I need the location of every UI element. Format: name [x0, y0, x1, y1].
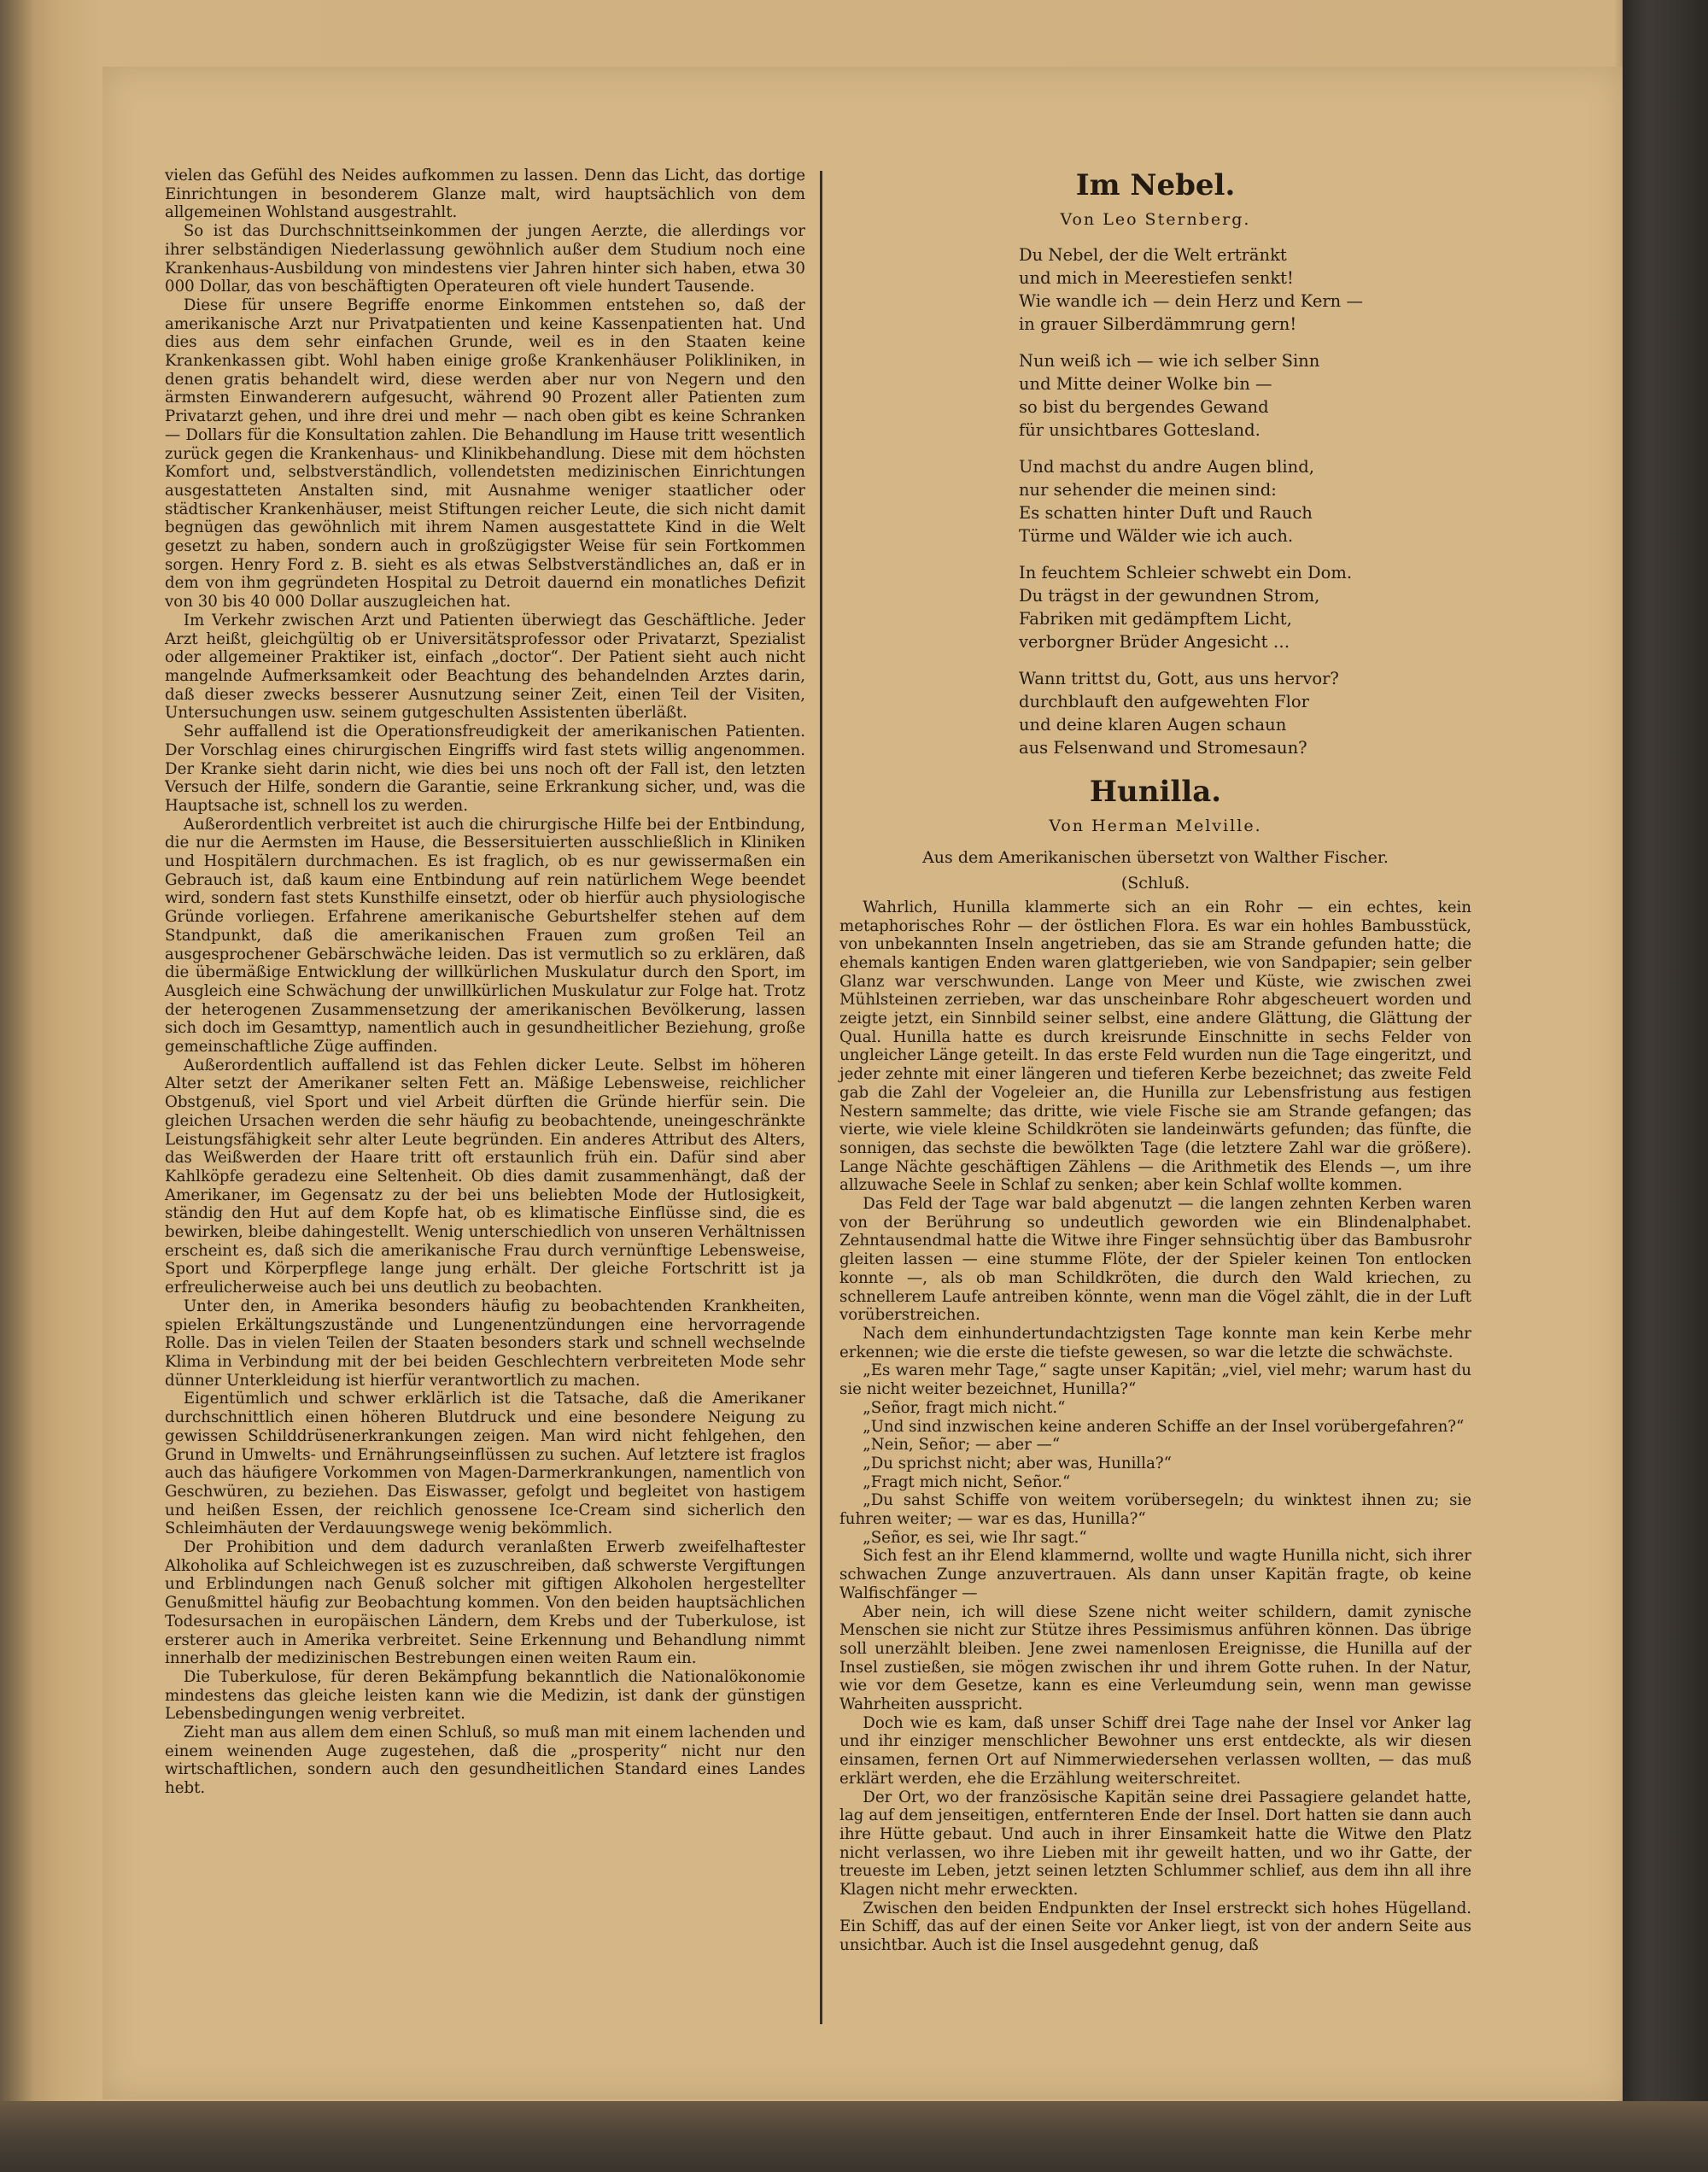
story-body: [839, 899, 1471, 1955]
poem-line: verborgner Brüder Angesicht …: [1019, 631, 1290, 652]
page-bottom-shadow: [0, 2101, 1708, 2172]
paragraph: „Fragt mich nicht, Señor.“: [863, 1472, 1071, 1491]
paragraph: Doch wie es kam, daß unser Schiff drei Tage nahe der Insel vor Anker lag und ihr einziger menschlicher Bewohner uns erst entdeckte, als wir diesen einsamen, fernen Ort auf Nimmerwiedersehen verlassen wollten, — das muß erklärt werden, ehe die Erzählung weiterschreitet.: [839, 1713, 1471, 1788]
poem-stanza: [1019, 349, 1471, 442]
story-title: Hunilla.: [1089, 774, 1222, 809]
paragraph: Unter den, in Amerika besonders häufig zu beobachtenden Krankheiten, spielen Erkältungszustände und Lungenentzündungen eine hervorragende Rolle. Das in vielen Teilen der Staaten besonders stark und schnell wechselnde Klima in Verbindung mit der bei beiden Geschlechtern verbreiteten Mode sehr dünner Unterkleidung ist hierfür verantwortlich zu machen.: [165, 1297, 805, 1390]
left-column-article: [165, 167, 805, 1798]
poem-line: aus Felsenwand und Stromesaun?: [1019, 737, 1307, 758]
poem-line: Wann trittst du, Gott, aus uns hervor?: [1019, 668, 1339, 688]
paragraph: Nach dem einhundertundachtzigsten Tage konnte man kein Kerbe mehr erkennen; wie die erste die tiefste gewesen, so war die letzte die schwächste.: [839, 1324, 1471, 1361]
poem-line: Türme und Wälder wie ich auch.: [1019, 525, 1294, 546]
poem-line: nur sehender die meinen sind:: [1019, 479, 1277, 500]
poem-stanza: [1019, 561, 1471, 653]
poem-line: Du trägst in der gewundnen Strom,: [1019, 585, 1320, 606]
paragraph: „Und sind inzwischen keine anderen Schiffe an der Insel vorübergefahren?“: [863, 1417, 1465, 1436]
paragraph: Eigentümlich und schwer erklärlich ist die Tatsache, daß die Amerikaner durchschnittlich einen höheren Blutdruck und eine besondere Neigung zu gewissen Schilddrüsenerkrankungen zeigen. Man wird nicht fehlgehen, den Grund in Umwelts- und Ernährungseinflüssen zu suchen. Auf letztere ist fraglos auch das häufigere Vorkommen von Magen-Darmerkrankungen, namentlich von Geschwüren, zu beziehen. Das Eiswasser, gefolgt und begleitet von hastigem und heißen Essen, der reichlich genossene Ice-Cream sind sicherlich den Schleimhäuten der Verdauungswege wenig bekömmlich.: [165, 1390, 805, 1538]
paragraph: „Señor, fragt mich nicht.“: [863, 1398, 1066, 1417]
poem-line: und Mitte deiner Wolke bin —: [1019, 373, 1272, 394]
poem-stanza: [1019, 243, 1471, 336]
poem-stanza: [1019, 667, 1471, 759]
paragraph: „Es waren mehr Tage,“ sagte unser Kapitän; „viel, viel mehr; warum hast du sie nicht weiter bezeichnet, Hunilla?“: [839, 1361, 1471, 1399]
poem-line: In feuchtem Schleier schwebt ein Dom.: [1019, 562, 1353, 583]
paragraph: Außerordentlich auffallend ist das Fehlen dicker Leute. Selbst im höheren Alter setzt der Amerikaner selten Fett an. Mäßige Lebensweise, reichlicher Obstgenuß, viel Sport und viel Arbeit dürften die Gründe hierfür sein. Die gleichen Ursachen werden die sehr häufig zu beobachtende, uneingeschränkte Leistungsfähigkeit sehr alter Leute begründen. Ein anderes Attribut des Alters, das Weißwerden der Haare tritt oft erstaunlich früh ein. Dafür sind aber Kahlköpfe geradezu eine Seltenheit. Ob dies damit zusammenhängt, daß der Amerikaner, im Gegensatz zu der bei uns beliebten Mode der Hutlosigkeit, ständig den Hut auf dem Kopfe hat, ob es klimatische Einflüsse sind, die es bewirken, bleibe dahingestellt. Wenig unterschiedlich von unseren Verhältnissen erscheint es, daß sich die amerikanische Frau durch vernünftige Lebensweise, Sport und Körperpflege lange jung erhält. Der gleiche Fortschritt ist ja erfreulicherweise auch bei uns deutlich zu beobachten.: [165, 1056, 805, 1297]
poem-line: und deine klaren Augen schaun: [1019, 714, 1287, 735]
poem: [1019, 243, 1471, 759]
paragraph: So ist das Durchschnittseinkommen der jungen Aerzte, die allerdings vor ihrer selbständigen Niederlassung gewöhnlich außer dem Studium noch eine Krankenhaus-Ausbildung von mindestens vier Jahren hinter sich haben, etwa 30 000 Dollar, das von beschäftigten Operateuren oft viele hundert Tausende.: [165, 222, 805, 296]
paragraph: Die Tuberkulose, für deren Bekämpfung bekanntlich die Nationalökonomie mindestens das gleiche leisten kann wie die Medizin, ist dank der günstigen Lebensbedingungen wenig verbreitet.: [165, 1667, 805, 1724]
paragraph: Zieht man aus allem dem einen Schluß, so muß man mit einem lachenden und einem weinenden Auge zugestehen, daß die „prosperity“ nicht nur den wirtschaftlichen, sondern auch den gesundheitlichen Standard eines Landes hebt.: [165, 1724, 805, 1798]
right-column: [839, 167, 1471, 1955]
paragraph: „Du sahst Schiffe von weitem vorübersegeln; du winktest ihnen zu; sie fuhren weiter; — war es das, Hunilla?“: [839, 1491, 1471, 1529]
poem-title: Im Nebel.: [1075, 168, 1236, 202]
paragraph: Der Prohibition und dem dadurch veranlaßten Erwerb zweifelhaftester Alkoholika auf Schleichwegen ist es zuzuschreiben, daß schwerste Vergiftungen und Erblindungen nach Genuß solcher mit giftigen Alkoholen hergestellter Genußmittel häufig zur Beobachtung kommen. Von den beiden hauptsächlichen Todesursachen in europäischen Ländern, dem Krebs und der Tuberkulose, ist ersterer auch in Amerika verbreitet. Seine Erkennung und Behandlung nimmt innerhalb der medizinischen Bestrebungen einen weiten Raum ein.: [165, 1538, 805, 1668]
poem-line: so bist du bergendes Gewand: [1019, 396, 1269, 417]
poem-line: für unsichtbares Gottesland.: [1019, 419, 1261, 440]
paragraph: Zwischen den beiden Endpunkten der Insel erstreckt sich hohes Hügelland. Ein Schiff, das auf der einen Seite vor Anker liegt, ist von der andern Seite aus unsichtbar. Auch ist die Insel ausgedehnt genug, daß: [839, 1899, 1471, 1955]
poem-line: Wie wandle ich — dein Herz und Kern —: [1019, 290, 1363, 311]
poem-line: durchblauft den aufgewehten Flor: [1019, 691, 1309, 711]
poem-line: Und machst du andre Augen blind,: [1019, 456, 1314, 477]
poem-line: Fabriken mit gedämpftem Licht,: [1019, 608, 1292, 629]
poem-line: Es schatten hinter Duft und Rauch: [1019, 502, 1313, 523]
story-translator: Aus dem Amerikanischen übersetzt von Walther Fischer.: [922, 848, 1389, 868]
paragraph: Der Ort, wo der französische Kapitän seine drei Passagiere gelandet hatte, lag auf dem jenseitigen, entfernteren Ende der Insel. Dort hatten sie dann auch ihre Hütte gebaut. Und auch in ihrer Einsamkeit hatte die Witwe den Platz nicht verlassen, wo ihre Lieben mit ihr geweilt hatten, und wo ihr Gatte, der treueste im Leben, jetzt seinen letzten Schlummer schlief, aus dem ihn all ihre Klagen nicht mehr erweckten.: [839, 1788, 1471, 1900]
paragraph: Aber nein, ich will diese Szene nicht weiter schildern, damit zynische Menschen sie nicht zur Stütze ihres Pessimismus anführen können. Das übrige soll unerzählt bleiben. Jene zwei namenlosen Ereignisse, die Hunilla auf der Insel zustießen, sie mögen zwischen ihr und ihrem Gotte ruhen. In der Natur, wie vor dem Gesetze, kann es eine Verleumdung sein, wenn man gewisse Wahrheiten ausspricht.: [839, 1602, 1471, 1714]
book-cover-edge: [1623, 0, 1708, 2172]
poem-line: in grauer Silberdämmrung gern!: [1019, 313, 1297, 334]
poem-line: Nun weiß ich — wie ich selber Sinn: [1019, 350, 1320, 371]
poem-author: Von Leo Sternberg.: [1060, 210, 1251, 229]
poem-stanza: [1019, 455, 1471, 547]
paragraph: Wahrlich, Hunilla klammerte sich an ein Rohr — ein echtes, kein metaphorisches Rohr — der östlichen Flora. Es war ein hohles Bambusstück, von unbekannten Inseln angetrieben, das sie am Strande gefunden hatte; die ehemals kantigen Enden waren glattgerieben, wie von Sandpapier; sein gelber Glanz war verschwunden. Lange von Meer und Küste, wie zwischen zwei Mühlsteinen zerrieben, war das unscheinbare Rohr abgescheuert worden und zeigte jetzt, ein Sinnbild seiner selbst, eine andere Glättung, die Glättung der Qual. Hunilla hatte es durch kreisrunde Einschnitte in sechs Felder von ungleicher Länge geteilt. In das erste Feld wurden nun die Tage eingeritzt, und jeder zehnte mit einer längeren und tieferen Kerbe bezeichnet; das zweite Feld gab die Zahl der Vogeleier an, die Hunilla zur Lebensfristung aus festigen Nestern sammelte; das dritte, wie viele Fische sie am Strande gefangen; das vierte, wie viele kleine Schildkröten sie landeinwärts gefunden; das fünfte, die sonnigen, das sechste die bewölkten Tage (die letztere Zahl war die größere). Lange Nächte geschäftigen Zählens — die Arithmetik des Elends —, um ihre allzuwache Seele in Schlaf zu senken; aber kein Schlaf wollte kommen.: [839, 898, 1471, 1195]
poem-line: Du Nebel, der die Welt ertränkt: [1019, 244, 1287, 265]
story-author: Von Herman Melville.: [1049, 816, 1262, 835]
paragraph: Diese für unsere Begriffe enorme Einkommen entstehen so, daß der amerikanische Arzt nur Privatpatienten und keine Kassenpatienten hat. Und dies aus dem sehr einfachen Grunde, weil es in den Staaten keine Krankenkassen gibt. Wohl haben einige große Krankenhäuser Polikliniken, in denen gratis behandelt wird, diese werden aber nur von Negern und den ärmsten Einwanderern aufgesucht, während 90 Prozent aller Patienten zum Privatarzt gehen, und ihre drei und mehr — nach oben gibt es keine Schranken — Dollars für die Konsultation zahlen. Die Behandlung im Hause tritt wesentlich zurück gegen die Krankenhaus- und Klinikbehandlung. Diese mit dem höchsten Komfort und, selbstverständlich, vollendetsten medizinischen Einrichtungen ausgestatteten Anstalten sind, mit Ausnahme weniger staatlicher oder städtischer Krankenhäuser, meist Stiftungen reicher Leute, die sich nicht damit begnügen das gewöhnlich mit ihrem Namen ausgestattete Kind in die Welt gesetzt zu haben, sondern auch in großzügigster Weise für sein Fortkommen sorgen. Henry Ford z. B. sieht es als etwas Selbstverständliches an, daß er in dem von ihm gegründeten Hospital zu Detroit dauernd ein monatliches Defizit von 30 bis 40 000 Dollar auszugleichen hat.: [165, 296, 805, 612]
paragraph: „Nein, Señor; — aber —“: [863, 1436, 1061, 1455]
paragraph: Im Verkehr zwischen Arzt und Patienten überwiegt das Geschäftliche. Jeder Arzt heißt, gleichgültig ob er Universitätsprofessor oder Privatarzt, Spezialist oder allgemeiner Praktiker ist, einfach „doctor“. Der Patient sieht auch nicht mangelnde Aufmerksamkeit oder Beachtung des behandelnden Arztes darin, daß dieser zwecks besserer Ausnutzung seiner Zeit, einen Teil der Visiten, Untersuchungen usw. seinem gutgeschulten Assistenten überläßt.: [165, 611, 805, 723]
paragraph: vielen das Gefühl des Neides aufkommen zu lassen. Denn das Licht, das dortige Einrichtungen in besonderem Glanze malt, wird hauptsächlich von dem allgemeinen Wohlstand ausgestrahlt.: [165, 167, 805, 222]
paragraph: Sich fest an ihr Elend klammernd, wollte und wagte Hunilla nicht, sich ihrer schwachen Zunge anzuvertrauen. Als dann unser Kapitän fragte, ob keine Walfischfänger —: [839, 1547, 1471, 1602]
paragraph: Sehr auffallend ist die Operationsfreudigkeit der amerikanischen Patienten. Der Vorschlag eines chirurgischen Eingriffs wird fast stets willig angenommen. Der Kranke sieht darin nicht, wie dies bei uns noch oft der Fall ist, den letzten Versuch der Hilfe, sondern die Garantie, seine Erkrankung sicher, und, was die Hauptsache ist, schnell los zu werden.: [165, 723, 805, 815]
paragraph: Außerordentlich verbreitet ist auch die chirurgische Hilfe bei der Entbindung, die nur die Aermsten im Hause, die Bessersituierten ausschließlich in Kliniken und Hospitälern durchmachen. Es ist fraglich, ob es nur gewissermaßen ein Gebrauch ist, daß kaum eine Entbindung auf rein natürlichem Wege beendet wird, sondern fast stets Kunsthilfe einsetzt, oder ob hierfür auch physiologische Gründe vorliegen. Erfahrene amerikanische Geburtshelfer stehen auf dem Standpunkt, daß die amerikanischen Frauen zum großen Teil an ausgesprochener Gebärschwäche leiden. Das ist vermutlich so zu erklären, daß die übermäßige Entwicklung der willkürlichen Muskulatur durch den Sport, im Ausgleich eine Schwächung der unwillkürlichen Muskulatur zur Folge hat. Trotz der heterogenen Zusammensetzung der amerikanischen Bevölkerung, lassen sich doch im Gesamttyp, namentlich auch in gesundheitlicher Beziehung, große gemeinschaftliche Züge auffinden.: [165, 815, 805, 1057]
poem-line: und mich in Meerestiefen senkt!: [1019, 267, 1294, 288]
paragraph: Das Feld der Tage war bald abgenutzt — die langen zehnten Kerben waren von der Berührung so undeutlich geworden wie ein Blindenalphabet. Zehntausendmal hatte die Witwe ihre Finger sehnsüchtig über das Bambusrohr gleiten lassen — eine stumme Flöte, der der Spieler keinen Ton entlocken konnte —, als ob man Schildkröten, die durch den Wald kriechen, zu schnellerem Laufe antreiben könnte, wenn man die Vögel zählt, die in der Luft vorüberstreichen.: [839, 1195, 1471, 1325]
paragraph: „Du sprichst nicht; aber was, Hunilla?“: [863, 1454, 1172, 1472]
paragraph: „Señor, es sei, wie Ihr sagt.“: [863, 1528, 1087, 1547]
column-divider: [820, 171, 822, 2024]
story-conclusion-note: (Schluß.: [1120, 874, 1190, 893]
